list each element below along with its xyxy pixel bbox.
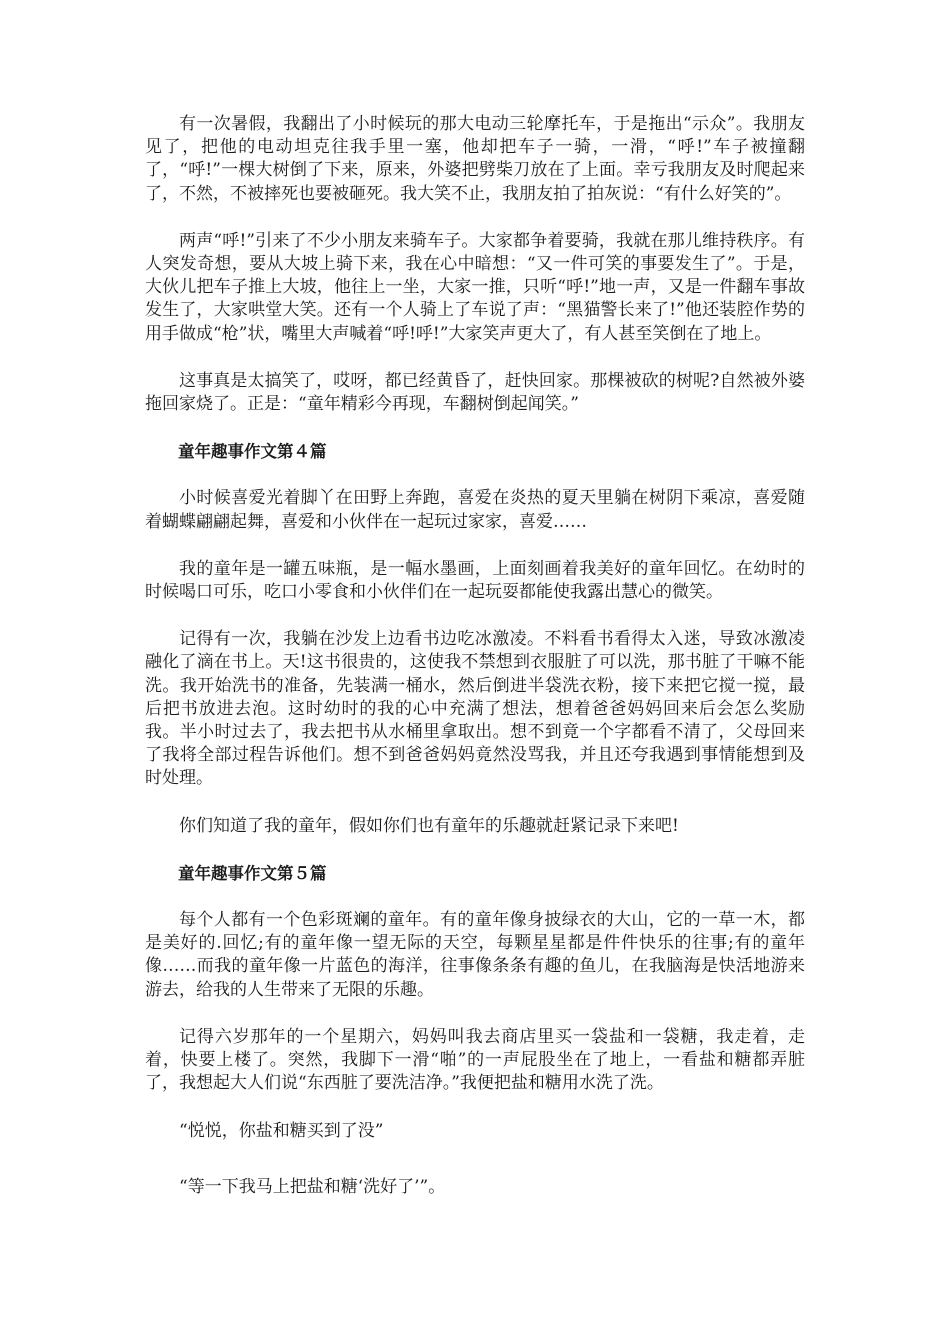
paragraph: 两声“呼!”引来了不少小朋友来骑车子。大家都争着要骑，我就在那儿维持秩序。有人突发奇想，要从大坡上骑下来，我在心中暗想：“又一件可笑的事要发生了”。于是，大伙儿把车子推上大坡，他往上一坐，大家一推，只听“呼!”地一声，又是一件翻车事故发生了，大家哄堂大笑。还有一个人骑上了车说了声：“黑猫警长来了!”他还装腔作势的用手做成“枪”状，嘴里大声喊着“呼!呼!”大家笑声更大了，有人甚至笑倒在了地上。 — [145, 230, 805, 344]
paragraph: 我的童年是一罐五味瓶，是一幅水墨画，上面刻画着我美好的童年回忆。在幼时的时候喝口可乐，吃口小零食和小伙伴们在一起玩耍都能使我露出慧心的微笑。 — [145, 558, 805, 603]
dialog-line: “等一下我马上把盐和糖‘洗好了’”。 — [179, 1176, 446, 1197]
document-body — [145, 113, 805, 1232]
paragraph: 记得六岁那年的一个星期六，妈妈叫我去商店里买一袋盐和一袋糖，我走着，走着，快要上楼了。突然，我脚下一滑“啪”的一声屁股坐在了地上，一看盐和糖都弄脏了，我想起大人们说“东西脏了要洗洁净。”我便把盐和糖用水洗了洗。 — [145, 1026, 805, 1094]
section-heading: 童年趣事作文第５篇 — [178, 863, 327, 883]
paragraph: 记得有一次，我躺在沙发上边看书边吃冰激凌。不料看书看得太入迷，导致冰激凌融化了滴在书上。天!这书很贵的，这使我不禁想到衣服脏了可以洗，那书脏了干嘛不能洗。我开始洗书的准备，先装满一桶水，然后倒进半袋洗衣粉，接下来把它搅一搅，最后把书放进去泡。这时幼时的我的心中充满了想法，想着爸爸妈妈回来后会怎么奖励我。半小时过去了，我去把书从水桶里拿取出。想不到竟一个字都看不清了，父母回来了我将全部过程告诉他们。想不到爸爸妈妈竟然没骂我，并且还夸我遇到事情能想到及时处理。 — [145, 629, 805, 789]
section-heading: 童年趣事作文第４篇 — [178, 442, 327, 462]
paragraph: 你们知道了我的童年，假如你们也有童年的乐趣就赶紧记录下来吧! — [179, 815, 679, 836]
paragraph: 这事真是太搞笑了，哎呀，都已经黄昏了，赶快回家。那棵被砍的树呢?自然被外婆拖回家烧了。正是：“童年精彩今再现，车翻树倒起闻笑。” — [145, 370, 805, 415]
dialog-line: “悦悦，你盐和糖买到了没” — [179, 1120, 384, 1141]
paragraph: 有一次暑假，我翻出了小时候玩的那大电动三轮摩托车，于是拖出“示众”。我朋友见了，把他的电动坦克往我手里一塞，他却把车子一骑，一滑，“呼!”车子被撞翻了，“呼!”一棵大树倒了下来，原来，外婆把劈柴刀放在了上面。幸亏我朋友及时爬起来了，不然，不被摔死也要被砸死。我大笑不止，我朋友拍了拍灰说：“有什么好笑的”。 — [145, 114, 805, 204]
paragraph: 小时候喜爱光着脚丫在田野上奔跑，喜爱在炎热的夏天里躺在树阴下乘凉，喜爱随着蝴蝶翩翩起舞，喜爱和小伙伴在一起玩过家家，喜爱…… — [145, 488, 805, 532]
paragraph: 每个人都有一个色彩斑斓的童年。有的童年像身披绿衣的大山，它的一草一木，都是美好的.回忆;有的童年像一望无际的天空，每颗星星都是件件快乐的往事;有的童年像……而我的童年像一片蓝色的海洋，往事像条条有趣的鱼儿，在我脑海是快活地游来游去，给我的人生带来了无限的乐趣。 — [145, 910, 805, 1000]
